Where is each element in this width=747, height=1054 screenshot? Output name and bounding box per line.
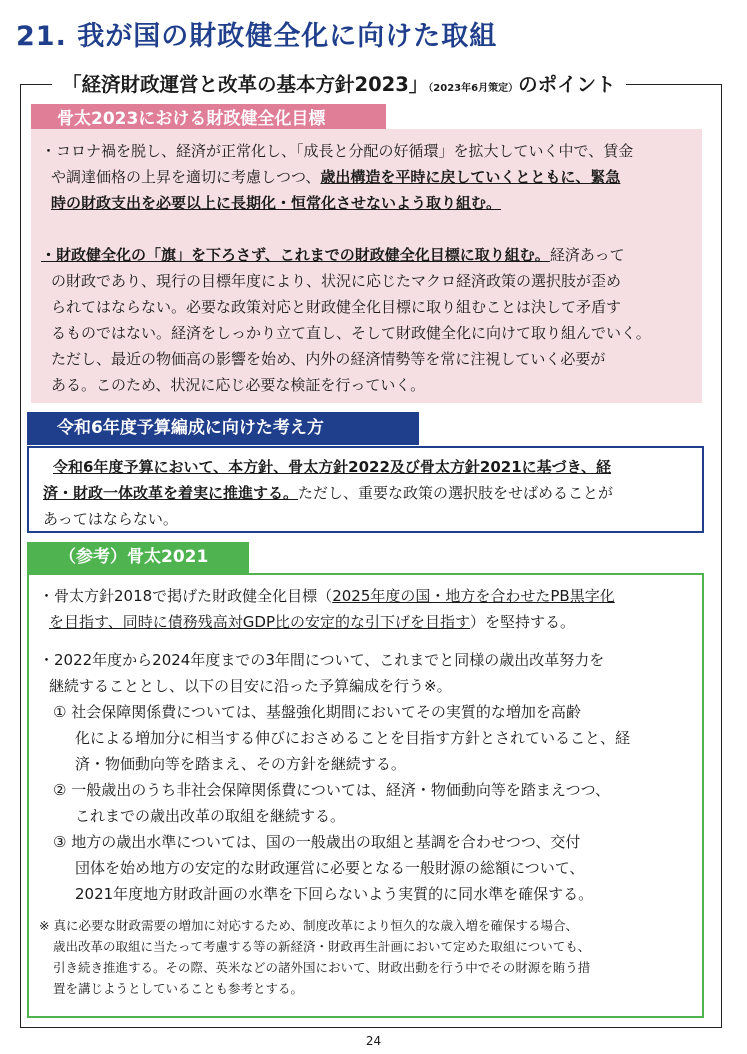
- section-tag-honebuto-2023: 骨太2023における財政健全化目標: [31, 104, 386, 135]
- section-box-honebuto-2021: [27, 573, 704, 1018]
- text-line: ※ 真に必要な財政需要の増加に対応するため、制度改革により恒久的な歳入増を確保する場合、: [39, 918, 578, 933]
- underlined-text: を目指す、同時に債務残高対GDP比の安定的な引下げを目指す: [49, 613, 471, 631]
- frame-heading: [52, 69, 626, 97]
- list-item-3: [39, 829, 692, 907]
- emphasis-text: 時の財政支出を必要以上に長期化・恒常化させないよう取り組む。: [51, 194, 502, 212]
- page-number: 24: [365, 1034, 382, 1048]
- list-item-2: [39, 777, 692, 829]
- emphasis-text: ・財政健全化の「旗」を下ろさず、これまでの財政健全化目標に取り組む。: [41, 246, 550, 264]
- green-bullet-1: [39, 583, 692, 635]
- underlined-text: 2025年度の国・地方を合わせたPB黒字化: [332, 587, 615, 605]
- text-line: ある。このため、状況に応じ必要な検証を行っていく。: [51, 376, 426, 394]
- pink-paragraph-1: [41, 138, 692, 216]
- text-line: 置を講じようとしていることも参考とする。: [53, 981, 304, 996]
- text-line: ・コロナ禍を脱し、経済が正常化し、「成長と分配の好循環」を拡大していく中で、賃金: [41, 142, 634, 160]
- text-line: や調達価格の上昇を適切に考慮しつつ、: [51, 168, 321, 186]
- list-item-1: [39, 699, 692, 777]
- emphasis-text: 済・財政一体改革を着実に推進する。: [43, 484, 299, 502]
- text-line: の財政であり、現行の目標年度により、状況に応じたマクロ経済政策の選択肢が歪め: [51, 272, 622, 290]
- text-line: ③ 地方の歳出水準については、国の一般歳出の取組と基調を合わせつつ、交付: [53, 833, 581, 851]
- text-line: 歳出改革の取組に当たって考慮する等の新経済・財政再生計画において定めた取組についても、: [53, 939, 591, 954]
- heading-date: （2023年6月策定）: [428, 83, 519, 94]
- emphasis-text: 歳出構造を平時に戻していくとともに、緊急: [320, 168, 621, 186]
- heading-main: 「経済財政運営と改革の基本方針2023」: [62, 73, 429, 96]
- text-line: 済・物価動向等を踏まえ、その方針を継続する。: [75, 755, 406, 773]
- green-bullet-2: [39, 647, 692, 699]
- section-tag-honebuto-2021: （参考）骨太2021: [27, 542, 249, 573]
- emphasis-text: 令和6年度予算において、本方針、骨太方針2022及び骨太方針2021に基づき、経: [53, 458, 612, 476]
- text-line: 継続することとし、以下の目安に沿った予算編成を行う※。: [49, 677, 452, 695]
- pink-paragraph-2: [41, 242, 692, 398]
- text-line: ① 社会保障関係費については、基盤強化期間においてその実質的な増加を高齢: [53, 703, 581, 721]
- page-title: 21. 我が国の財政健全化に向けた取組: [16, 21, 498, 52]
- footnote: [39, 915, 692, 999]
- text-line: るものではない。経済をしっかり立て直し、そして財政健全化に向けて取り組んでいく。: [51, 324, 651, 342]
- text-line: 団体を始め地方の安定的な財政運営に必要となる一般財源の総額について、: [75, 859, 585, 877]
- text-line: ）を堅持する。: [470, 613, 576, 631]
- text-line: 2021年度地方財政計画の水準を下回らないよう実質的に同水準を確保する。: [75, 885, 594, 903]
- blue-paragraph: [43, 454, 688, 532]
- text-line: ・骨太方針2018で掲げた財政健全化目標（: [39, 587, 333, 605]
- text-line: ただし、最近の物価高の影響を始め、内外の経済情勢等を常に注視していく必要が: [51, 350, 606, 368]
- section-tag-r6-budget: 令和6年度予算編成に向けた考え方: [27, 412, 419, 445]
- text-line: 化による増加分に相当する伸びにおさめることを目指す方針とされていること、経: [75, 729, 631, 747]
- text-line: 引き続き推進する。その際、英米などの諸外国において、財政出動を行う中でその財源を賄う措: [53, 960, 591, 975]
- text-line: ② 一般歳出のうち非社会保障関係費については、経済・物価動向等を踏まえつつ、: [53, 781, 611, 799]
- text-line: 経済あって: [549, 246, 625, 264]
- text-line: られてはならない。必要な政策対応と財政健全化目標に取り組むことは決して矛盾す: [51, 298, 622, 316]
- heading-suffix: のポイント: [518, 73, 616, 96]
- section-box-honebuto-2023: [31, 129, 702, 403]
- section-box-r6-budget: [27, 446, 704, 533]
- text-line: ・2022年度から2024年度までの3年間について、これまでと同様の歳出改革努力を: [39, 651, 605, 669]
- text-line: あってはならない。: [43, 510, 178, 528]
- text-line: これまでの歳出改革の取組を継続する。: [75, 807, 346, 825]
- text-line: ただし、重要な政策の選択肢をせばめることが: [298, 484, 614, 502]
